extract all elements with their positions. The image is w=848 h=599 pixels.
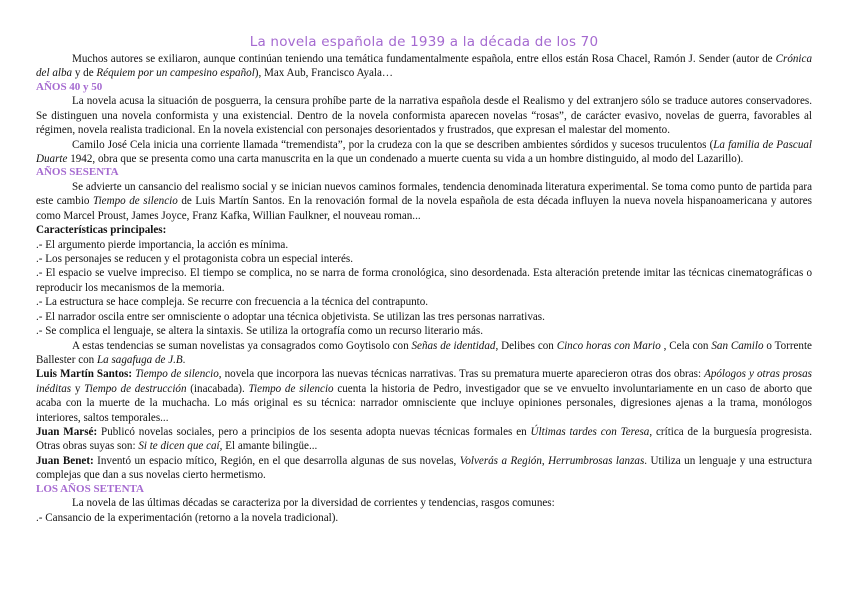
paragraph-marse: Juan Marsé: Publicó novelas sociales, pero a principios de los sesenta adopta nuevas técnicas formales en Últimas tardes con Teresa, crítica de la burguesía progresista. Otras obras suyas son: Si te dicen que caí, El amante bilingüe... (36, 425, 812, 453)
paragraph-martin-santos: Luis Martín Santos: Tiempo de silencio, novela que incorpora las nuevas técnicas narrativas. Tras su prematura muerte aparecieron otras dos obras: Apólogos y otras prosas inéditas y Tiempo de destrucción (inacabada). Tiempo de silencio cuenta la historia de Pedro, investigador que se ve envuelto involuntariamente en un caso de aborto que acaba con la muerte de la muchacha. Lo más original es su técnica: narrador omnisciente que incluye opiniones personales, digresiones ajenas a la trama, monólogos interiores, saltos temporales... (36, 368, 812, 424)
feature-item: .- El narrador oscila entre ser omnisciente o adoptar una técnica objetivista. Se utilizan las tres personas narrativas. (36, 310, 545, 323)
page-title: La novela española de 1939 a la década de los 70 (249, 34, 599, 50)
paragraph-consagrados: A estas tendencias se suman novelistas ya consagrados como Goytisolo con Señas de identidad, Delibes con Cinco horas con Mario , Cela con San Camilo o Torrente Ballester con La sagafuga de J.B. (36, 339, 812, 366)
paragraph-cansancio: Se advierte un cansancio del realismo social y se inician nuevos caminos formales, tendencia denominada literatura experimental. Se toma como punto de partida para este cambio Tiempo de silencio de Luis Martín Santos. En la renovación formal de la novela española de esta década influyen la nueva novela hispanoamericana y autores como Marcel Proust, James Joyce, Franz Kafka, Willian Faulkner, el nouveau roman... (36, 181, 812, 222)
feature-item: .- Cansancio de la experimentación (retorno a la novela tradicional). (36, 511, 339, 524)
section-heading-40-50: AÑOS 40 y 50 (36, 80, 103, 93)
paragraph-benet: Juan Benet: Inventó un espacio mítico, Región, en el que desarrolla algunas de sus novelas, Volverás a Región, Herrumbrosas lanzas. Utiliza un lenguaje y una estructura complejas que dan a sus novelas cierto hermetismo. (36, 454, 813, 482)
paragraph-cela: Camilo José Cela inicia una corriente llamada “tremendista”, por la crudeza con la que se describen ambientes sórdidos y sucesos truculentos (La familia de Pascual Duarte 1942, obra que se presenta como una carta manuscrita en la que un condenado a muerte cuenta su vida a un hombre distinguido, al modo del Lazarillo). (36, 138, 812, 166)
section-heading-setenta: LOS AÑOS SETENTA (36, 482, 145, 495)
feature-item: .- El argumento pierde importancia, la acción es mínima. (36, 238, 289, 251)
feature-item: .- Se complica el lenguaje, se altera la sintaxis. Se utiliza la ortografía como un recurso literario más. (36, 325, 483, 338)
feature-item: .- La estructura se hace compleja. Se recurre con frecuencia a la técnica del contrapunto. (36, 296, 429, 309)
features-heading: Características principales: (36, 224, 167, 237)
paragraph-posguerra: La novela acusa la situación de posguerra, la censura prohíbe parte de la narrativa española desde el Realismo y del extranjero sólo se traduce autores conservadores. Se distinguen una novela conformista y una existencial. Dentro de la novela conformista aparecen novelas “rosas”, de carácter evasivo, novelas de guerra, favorables al régimen, novela realista tradicional. En la novela existencial con personajes desorientados y frustrados, que expresan el malestar del momento. (36, 95, 812, 137)
intro-paragraph: Muchos autores se exiliaron, aunque continúan teniendo una temática fundamentalmente española, entre ellos están Rosa Chacel, Ramón J. Sender (autor de Crónica del alba y de Réquiem por un campesino español), Max Aub, Francisco Ayala… (36, 53, 812, 80)
paragraph-setenta: La novela de las últimas décadas se caracteriza por la diversidad de corrientes y tendencias, rasgos comunes: (72, 497, 555, 510)
feature-item: .- El espacio se vuelve impreciso. El tiempo se complica, no se narra de forma cronológica, sino desordenada. Esta alteración pretende imitar las técnicas cinematográficas o reproducir los mecanismos de la memoria. (36, 267, 812, 294)
section-heading-sesenta: AÑOS SESENTA (36, 166, 119, 179)
feature-item: .- Los personajes se reducen y el protagonista cobra un especial interés. (36, 253, 353, 266)
document-page (36, 34, 812, 525)
